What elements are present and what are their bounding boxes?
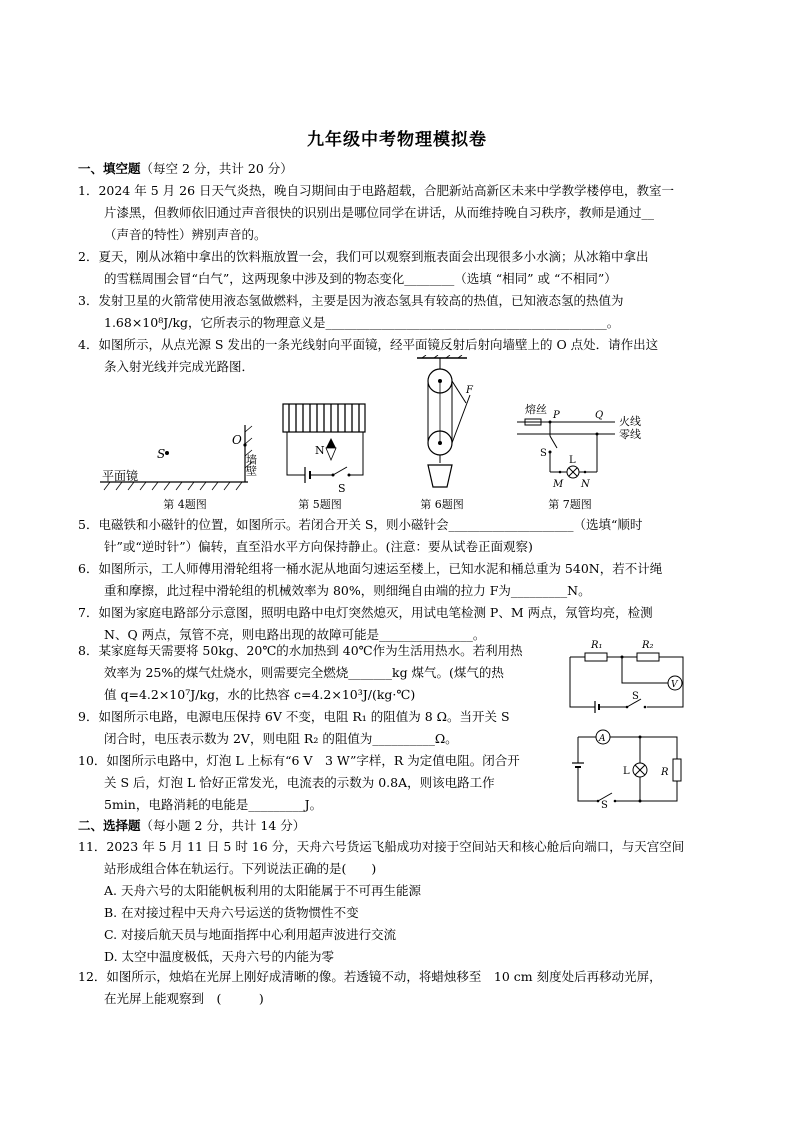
question-text: 条入射光线并完成光路图． xyxy=(104,359,255,374)
question-text: 如图所示电路，电源电压保持 6V 不变，电阻 R₁ 的阻值为 8 Ω。当开关 S xyxy=(98,709,510,724)
question-11 xyxy=(78,836,723,880)
question-number: 7． xyxy=(78,605,99,620)
question-8 xyxy=(78,640,558,706)
figure-7-household-circuit xyxy=(505,400,655,495)
question-text: 针”或“逆时针”）偏转，直至沿水平方向保持静止。(注意：要从试卷正面观察) xyxy=(104,539,533,554)
option-d: D. 太空中温度极低，天舟六号的内能为零 xyxy=(104,949,335,964)
question-3 xyxy=(78,290,723,334)
label-lamp: L xyxy=(623,766,630,777)
question-text: 如图所示，从点光源 S 发出的一条光线射向平面镜，经平面镜反射后射向墙壁上的 O 点处．请作出这 xyxy=(98,337,659,352)
question-text: 如图为家庭电路部分示意图，照明电路中电灯突然熄灭，用试电笔检测 P、M 两点，氖管均亮，检测 xyxy=(98,605,653,620)
question-number: 3． xyxy=(78,293,99,308)
section-heading: 二、选择题 xyxy=(78,818,141,833)
question-2 xyxy=(78,246,723,290)
question-text: 如图所示电路中，灯泡 L 上标有“6 V 3 W”字样，R 为定值电阻。闭合开 xyxy=(106,753,520,768)
question-text: 2024 年 5 月 26 日天气炎热，晚自习期间由于电路超载，合肥新站高新区未来中学教学楼停电，教室一 xyxy=(98,183,674,198)
question-text: N、Q 两点，氖管不亮，则电路出现的故障可能是_______________。 xyxy=(104,627,486,642)
question-text: 的雪糕周围会冒“白气”，这两现象中涉及到的物态变化________（选填 “相同” 或 “不相同”） xyxy=(104,271,617,286)
question-12 xyxy=(78,966,723,1010)
question-text: 效率为 25%的煤气灶烧水，则需要完全燃烧_______kg 煤气。(煤气的热 xyxy=(104,665,504,680)
question-number: 1． xyxy=(78,183,99,198)
label-switch: S xyxy=(601,800,608,809)
label-f: F xyxy=(466,385,473,396)
question-text: 电磁铁和小磁针的位置，如图所示。若闭合开关 S，则小磁针会____________________（选填“顺时 xyxy=(98,517,643,532)
label-r1: R₁ xyxy=(591,640,603,651)
question-number: 12． xyxy=(78,969,107,984)
question-number: 6． xyxy=(78,561,99,576)
question-text: 2023 年 5 月 11 日 5 时 16 分，天舟六号货运飞船成功对接于空间站天和核心舱后向端口，与天宫空间 xyxy=(106,839,685,854)
voltmeter-label: V xyxy=(671,680,678,690)
question-text: 1.68×10⁸J/kg，它所表示的物理意义是_____________________________________________。 xyxy=(104,315,620,330)
label-o: O xyxy=(232,433,242,447)
label-switch: S xyxy=(540,448,547,459)
question-text: 某家庭每天需要将 50kg、20℃的水加热到 40℃作为生活用热水。若利用热 xyxy=(98,643,523,658)
question-text: （声音的特性）辨别声音的。 xyxy=(104,227,267,242)
question-text: 在光屏上能观察到 ( ) xyxy=(104,991,264,1006)
figure-9-series-circuit xyxy=(565,635,690,717)
question-9 xyxy=(78,706,558,750)
question-10 xyxy=(78,750,558,816)
label-fuse: 熔丝 xyxy=(525,403,547,416)
label-lamp: L xyxy=(569,455,576,466)
label-neutral-wire: 零线 xyxy=(619,428,641,441)
figure-4-mirror-diagram xyxy=(100,420,260,495)
question-text: 片漆黑，但教师依旧通过声音很快的识别出是哪位同学在讲话，从而维持晚自习秩序，教师是通过__ xyxy=(104,205,655,220)
question-number: 10． xyxy=(78,753,107,768)
question-6 xyxy=(78,558,723,602)
label-wall: 墙壁 xyxy=(244,454,258,476)
figure-6-pulley xyxy=(412,355,477,495)
question-4 xyxy=(78,334,723,378)
question-text: 重和摩擦，此过程中滑轮组的机械效率为 80%，则细绳自由端的拉力 F为_________N。 xyxy=(104,583,591,598)
label-p: P xyxy=(553,410,560,421)
figure-4-caption: 第 4题图 xyxy=(163,498,207,511)
option-b: B. 在对接过程中天舟六号运送的货物惯性不变 xyxy=(104,905,359,920)
question-text: 关 S 后，灯泡 L 恰好正常发光，电流表的示数为 0.8A，则该电路工作 xyxy=(104,775,495,790)
label-resistor: R xyxy=(661,767,669,778)
label-s: S xyxy=(157,447,166,461)
figure-5-electromagnet xyxy=(275,400,375,495)
compass-needle-north xyxy=(326,438,336,448)
option-a: A. 天舟六号的太阳能帆板利用的太阳能属于不可再生能源 xyxy=(104,883,421,898)
question-number: 2． xyxy=(78,249,99,264)
question-number: 9． xyxy=(78,709,99,724)
ammeter-label: A xyxy=(599,734,606,744)
label-n: N xyxy=(315,444,325,457)
question-number: 8． xyxy=(78,643,99,658)
section-note: （每小题 2 分，共计 14 分） xyxy=(140,818,306,833)
figure-10-parallel-circuit xyxy=(570,727,685,809)
option-c: C. 对接后航天员与地面指挥中心利用超声波进行交流 xyxy=(104,927,397,942)
label-n: N xyxy=(581,479,590,490)
section-heading: 一、填空题 xyxy=(78,161,141,176)
question-text: 闭合时，电压表示数为 2V，则电阻 R₂ 的阻值为__________Ω。 xyxy=(104,731,458,746)
point-o-dot xyxy=(243,443,246,446)
label-m: M xyxy=(553,479,564,490)
compass-needle-south xyxy=(326,448,336,460)
label-switch: S xyxy=(632,691,639,702)
question-text: 发射卫星的火箭常使用液态氢做燃料，主要是因为液态氢具有较高的热值，已知液态氢的热值为 xyxy=(98,293,624,308)
label-switch-s: S xyxy=(338,482,346,495)
question-1 xyxy=(78,180,723,246)
section-note: （每空 2 分，共计 20 分） xyxy=(140,161,293,176)
question-text: 夏天，刚从冰箱中拿出的饮料瓶放置一会，我们可以观察到瓶表面会出现很多小水滴；从冰箱中拿出 xyxy=(98,249,649,264)
label-r2: R₂ xyxy=(642,640,654,651)
question-number: 4． xyxy=(78,337,99,352)
question-text: 5min，电路消耗的电能是_________J。 xyxy=(104,797,323,812)
question-text: 如图所示，工人师傅用滑轮组将一桶水泥从地面匀速运至楼上，已知水泥和桶总重为 540N，若不计绳 xyxy=(98,561,663,576)
figure-6-caption: 第 6题图 xyxy=(420,498,464,511)
label-live-wire: 火线 xyxy=(619,415,641,428)
label-q: Q xyxy=(595,410,604,421)
section-fill-blank xyxy=(78,159,293,177)
light-source-dot xyxy=(165,451,169,455)
figure-7-caption: 第 7题图 xyxy=(548,498,592,511)
question-number: 5． xyxy=(78,517,99,532)
question-text: 值 q=4.2×10⁷J/kg，水的比热容 c=4.2×10³J/(kg·℃) xyxy=(104,687,416,702)
question-5 xyxy=(78,514,723,558)
question-text: 站形成组合体在轨运行。下列说法正确的是( ) xyxy=(104,861,377,876)
page-title: 九年级中考物理模拟卷 xyxy=(307,130,487,150)
question-number: 11． xyxy=(78,839,107,854)
question-text: 如图所示，烛焰在光屏上刚好成清晰的像。若透镜不动，将蜡烛移至 10 cm 刻度处后再移动光屏， xyxy=(106,969,662,984)
section-multiple-choice xyxy=(78,816,305,834)
figure-5-caption: 第 5题图 xyxy=(298,498,342,511)
label-mirror: 平面镜 xyxy=(102,469,139,483)
